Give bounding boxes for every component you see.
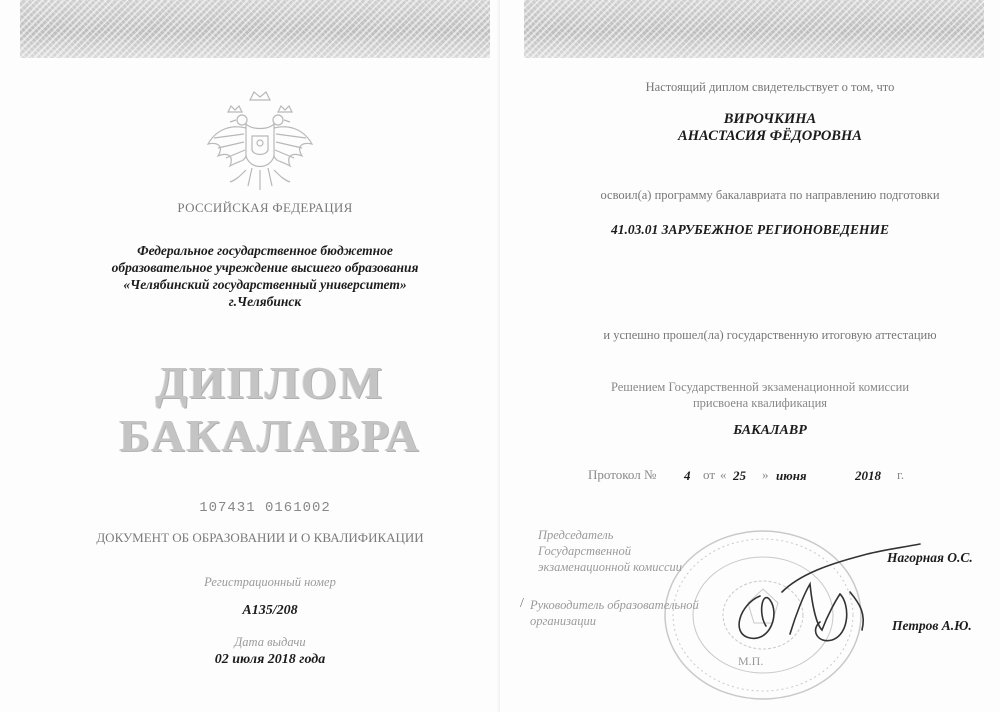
protocol-day: 25 — [733, 468, 746, 483]
organization-line: образовательное учреждение высшего образования — [111, 260, 419, 275]
protocol-number: 4 — [684, 468, 691, 483]
serial-number: 107431 0161002 — [199, 500, 331, 516]
chairman-name: Нагорная О.С. — [887, 550, 973, 565]
chairman-label — [538, 527, 682, 575]
head-label-line: Руководитель образовательной — [530, 598, 699, 612]
program-name: 41.03.01 ЗАРУБЕЖНОЕ РЕГИОНОВЕДЕНИЕ — [611, 222, 889, 237]
organization-line: Федеральное государственное бюджетное — [137, 243, 393, 258]
protocol-label: Протокол № — [588, 467, 657, 482]
decorative-band — [20, 0, 490, 58]
protocol-year: 2018 — [855, 468, 881, 483]
issue-date-label: Дата выдачи — [234, 635, 306, 649]
document-type: ДОКУМЕНТ ОБ ОБРАЗОВАНИИ И О КВАЛИФИКАЦИИ — [96, 530, 424, 545]
protocol-month: июня — [776, 468, 807, 483]
protocol-from-label: от — [703, 467, 716, 482]
passed-attestation-text: и успешно прошел(ла) государственную итоговую аттестацию — [603, 328, 937, 342]
chairman-label-line: Государственной — [538, 544, 631, 558]
protocol-close-quote: » — [762, 467, 769, 482]
organization-line: «Челябинский государственный университет» — [123, 277, 407, 292]
graduate-surname: ВИРОЧКИНА — [723, 111, 817, 127]
diploma-title-line1: ДИПЛОМ — [155, 357, 385, 408]
diploma-title-line2: БАКАЛАВРА — [119, 410, 421, 461]
diploma-right-page — [500, 0, 1000, 712]
protocol-open-quote: « — [720, 467, 727, 482]
head-label-line: организации — [530, 614, 596, 628]
coat-of-arms-emblem — [200, 86, 320, 204]
commission-decision-line1: Решением Государственной экзаменационной комиссии — [610, 380, 910, 394]
graduate-given-names: АНАСТАСИЯ ФЁДОРОВНА — [678, 128, 862, 144]
organization-city: г.Челябинск — [228, 294, 302, 309]
mastered-program-text: освоил(а) программу бакалавриата по направлению подготовки — [600, 188, 940, 202]
head-label — [530, 597, 699, 629]
head-name: Петров А.Ю. — [892, 618, 972, 633]
certifies-text: Настоящий диплом свидетельствует о том, что — [645, 80, 895, 94]
registration-label: Регистрационный номер — [204, 575, 336, 589]
margin-mark: / — [520, 596, 524, 611]
commission-decision-line2: присвоена квалификация — [692, 396, 828, 410]
chairman-label-line: экзаменационной комиссии — [538, 560, 683, 574]
issue-date: 02 июля 2018 года — [214, 652, 326, 667]
protocol-year-suffix: г. — [897, 467, 905, 482]
organization-name — [70, 242, 460, 310]
decorative-band — [524, 0, 984, 58]
seal-place-label: М.П. — [738, 654, 764, 668]
qualification: БАКАЛАВР — [733, 423, 807, 438]
registration-number: А135/208 — [242, 603, 298, 618]
country-name: РОССИЙСКАЯ ФЕДЕРАЦИЯ — [177, 200, 353, 215]
chairman-label-line: Председатель — [538, 528, 614, 542]
